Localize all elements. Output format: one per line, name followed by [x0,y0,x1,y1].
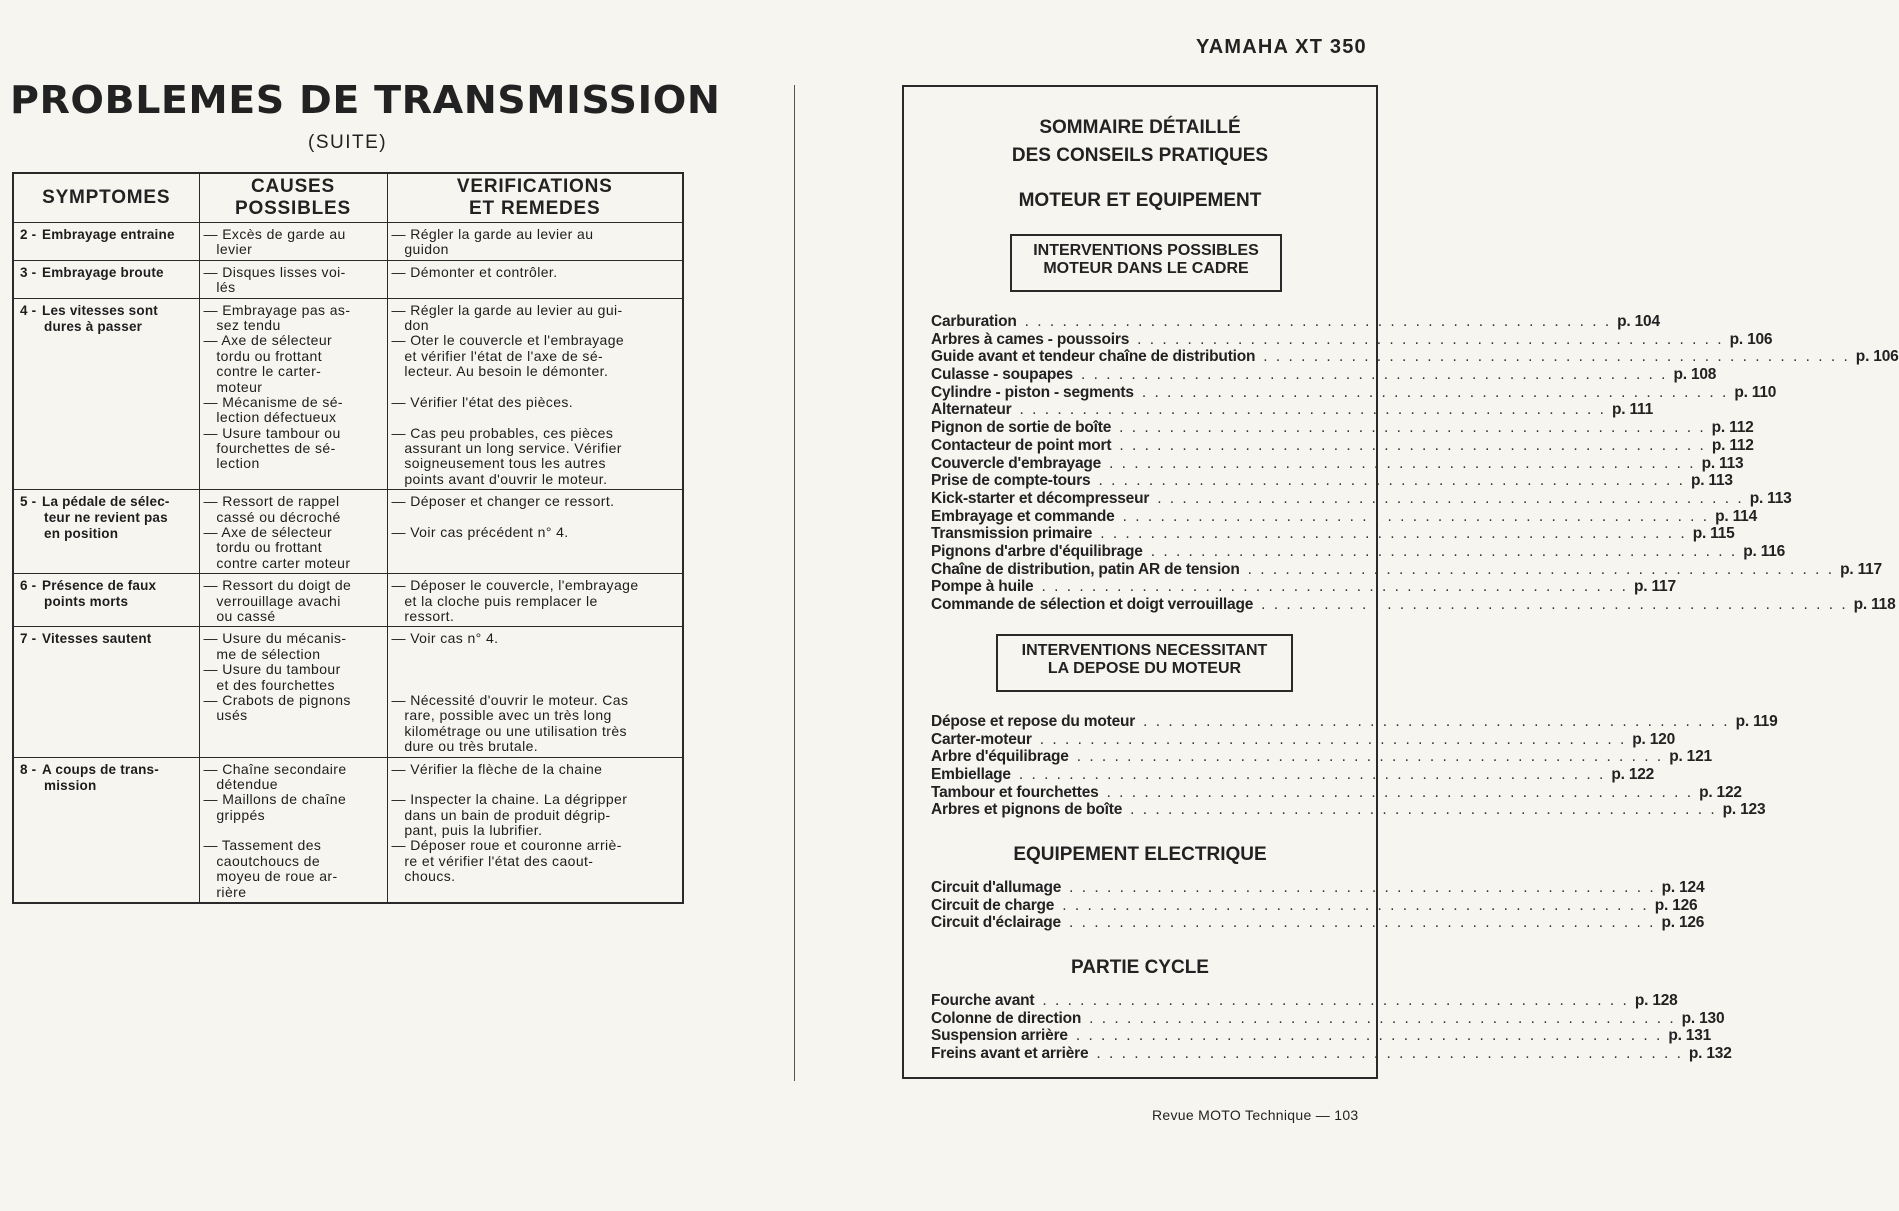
remedy-cell [387,490,683,574]
toc-entry-page: p. 117 [1840,560,1882,578]
cause-cell-line: — Tassement des [203,837,322,854]
symptom-text: mission [44,777,97,793]
toc-entry [931,313,1660,331]
box-line: MOTEUR DANS LE CADRE [1043,260,1249,277]
toc-entry-page: p. 106 [1855,348,1899,366]
toc-entry-title: Culasse - soupapes [931,366,1073,384]
toc-entry-title: Carter-moteur [931,730,1032,748]
toc-leader-dots: . . . . . . . . . . . . . . . . . . . . . . . . . . . . . . . . . . . . . . . . . . . . . . . [1261,596,1848,613]
remedy-cell-line: — Inspecter la chaine. La dégripper [391,791,628,808]
toc-entry-page: p. 118 [1853,596,1896,613]
toc-entry-page: p. 110 [1734,383,1777,401]
toc-leader-dots: . . . . . . . . . . . . . . . . . . . . . . . . . . . . . . . . . . . . . . . . . . . . . . . [1122,507,1710,525]
cause-cell-line: tordu ou frottant [203,539,323,556]
symptom-number: 8 - [20,761,37,777]
symptom-number: 3 - [20,264,37,280]
header-causes [199,173,387,223]
toc-entry-title: Suspension arrière [931,1027,1068,1045]
toc-entry-title: Colonne de direction [931,1009,1082,1027]
toc-entry [931,454,1744,473]
toc-entry-page: p. 106 [1729,330,1773,348]
toc-entry-title: Alternateur [931,401,1012,419]
toc-entry [931,1027,1712,1045]
remedy-cell-line: — Vérifier la flèche de la chaine [391,760,603,777]
remedy-cell-line [392,380,677,395]
remedy-cell-line: — Déposer le couvercle, l'embrayage [391,577,639,594]
page-divider [794,85,795,1081]
remedy-cell-line: rare, possible avec un très long [391,707,612,724]
toc-entry-page: p. 117 [1633,578,1676,596]
toc-entry-title: Carburation [931,313,1017,330]
remedy-cell-line [392,777,677,792]
symptom-text: A coups de trans- [42,761,159,777]
cause-cell-line: détendue [203,775,278,792]
cause-cell-line: — Usure tambour ou [203,424,341,441]
toc-entry-title: Cylindre - piston - segments [931,383,1134,401]
cause-cell-line: me de sélection [203,645,321,662]
cause-cell-line: lection [203,455,260,472]
toc-leader-dots: . . . . . . . . . . . . . . . . . . . . . . . . . . . . . . . . . . . . . . . . . . . . . . . [1098,472,1685,490]
table-body [13,223,683,904]
symptom-number: 7 - [20,631,37,647]
toc-entry-title: Embiellage [931,766,1011,784]
remedy-cell-line: — Voir cas n° 4. [391,630,499,647]
toc-entry [931,507,1757,526]
toc-leader-dots: . . . . . . . . . . . . . . . . . . . . . . . . . . . . . . . . . . . . . . . . . . . . . . . [1141,383,1729,401]
toc-leader-dots: . . . . . . . . . . . . . . . . . . . . . . . . . . . . . . . . . . . . . . . . . . . . . . . [1106,783,1694,801]
toc-entry [931,596,1896,614]
header-label: VERIFICATIONS ET REMEDES [456,176,613,219]
header-label: CAUSES POSSIBLES [235,176,351,219]
toc-list-cycle [931,992,1732,1063]
toc-entry-page: p. 126 [1654,896,1698,914]
remedy-cell-line: et vérifier l'état de l'axe de sé- [391,347,604,364]
running-head: YAMAHA XT 350 [1196,36,1367,58]
interventions-box-depose [996,634,1293,692]
toc-entry [931,766,1655,784]
table-row [13,757,683,903]
remedy-cell-line: — Oter le couvercle et l'embrayage [391,332,625,349]
toc-entry [931,436,1754,455]
cause-cell-line: et des fourchettes [203,676,335,693]
toc-leader-dots: . . . . . . . . . . . . . . . . . . . . . . . . . . . . . . . . . . . . . . . . . . . . . . . [1263,348,1850,366]
summary-heading-line: SOMMAIRE DÉTAILLÉ [1039,117,1241,138]
toc-entry [931,578,1676,596]
symptom-cell [13,574,199,627]
toc-leader-dots: . . . . . . . . . . . . . . . . . . . . . . . . . . . . . . . . . . . . . . . . . . . . . . . [1100,525,1687,543]
remedy-cell-line [392,410,677,425]
table-row [13,490,683,574]
toc-entry-title: Couvercle d'embrayage [931,454,1102,472]
table-row [13,298,683,490]
remedy-cell-line: — Vérifier l'état des pièces. [391,393,574,410]
cause-cell-line: — Axe de sélecteur [203,332,333,349]
toc-entry-page: p. 123 [1722,801,1766,819]
toc-entry-page: p. 121 [1669,748,1712,766]
remedy-cell [387,627,683,757]
cause-cell-line: moyeu de roue ar- [203,868,338,885]
section-heading-moteur: MOTEUR ET EQUIPEMENT [1018,190,1262,211]
symptom-number: 4 - [20,302,37,318]
symptom-cell [13,298,199,490]
cause-cell-line: — Crabots de pignons [203,691,351,708]
remedy-cell-line: don [391,316,429,333]
toc-entry [931,489,1792,508]
cause-cell-line: — Excès de garde au [203,226,346,242]
toc-entry [931,419,1754,437]
toc-leader-dots: . . . . . . . . . . . . . . . . . . . . . . . . . . . . . . . . . . . . . . . . . . . . . . . [1247,560,1835,578]
remedy-cell [387,223,683,261]
toc-entry-page: p. 104 [1617,313,1660,330]
toc-entry-title: Transmission primaire [931,525,1093,543]
toc-entry-title: Arbres à cames - poussoirs [931,330,1130,348]
remedy-cell-line: ressort. [391,607,455,624]
toc-entry-page: p. 130 [1681,1009,1725,1027]
toc-entry-page: p. 108 [1673,366,1717,384]
toc-entry [931,992,1678,1010]
symptom-text: Embrayage entraine [42,227,175,242]
cause-cell-line: verrouillage avachi [203,592,341,609]
toc-entry-page: p. 126 [1661,914,1705,932]
toc-leader-dots: . . . . . . . . . . . . . . . . . . . . . . . . . . . . . . . . . . . . . . . . . . . . . . . [1076,748,1664,766]
cause-cell-line: sez tendu [203,316,281,333]
toc-list-cadre [931,313,1899,614]
toc-entry [931,783,1742,802]
remedy-cell-line: kilométrage ou une utilisation très [391,722,627,739]
remedy-cell [387,574,683,627]
toc-leader-dots: . . . . . . . . . . . . . . . . . . . . . . . . . . . . . . . . . . . . . . . . . . . . . . . [1119,419,1706,437]
toc-entry [931,801,1766,819]
cause-cell-line: — Axe de sélecteur [203,524,333,541]
remedy-cell-line: guidon [391,241,449,258]
toc-entry-title: Pignons d'arbre d'équilibrage [931,542,1143,560]
symptom-text: en position [44,526,119,542]
toc-entry-title: Circuit de charge [931,896,1055,914]
toc-entry-page: p. 112 [1711,419,1754,437]
remedy-cell-line: — Déposer roue et couronne arriè- [391,837,622,854]
toc-entry-title: Fourche avant [931,992,1035,1009]
toc-entry [931,560,1882,579]
cause-cell-line [204,823,381,838]
toc-leader-dots: . . . . . . . . . . . . . . . . . . . . . . . . . . . . . . . . . . . . . . . . . . . . . . . [1096,1045,1683,1063]
toc-leader-dots: . . . . . . . . . . . . . . . . . . . . . . . . . . . . . . . . . . . . . . . . . . . . . . . [1024,313,1612,330]
cause-cell-line: — Usure du mécanis- [203,630,347,647]
cause-cell [199,490,387,574]
toc-leader-dots: . . . . . . . . . . . . . . . . . . . . . . . . . . . . . . . . . . . . . . . . . . . . . . . [1062,896,1649,914]
toc-entry-title: Commande de sélection et doigt verrouillage [931,596,1254,613]
cause-cell-line: rière [203,883,247,900]
toc-entry-title: Freins avant et arrière [931,1045,1089,1063]
toc-leader-dots: . . . . . . . . . . . . . . . . . . . . . . . . . . . . . . . . . . . . . . . . . . . . . . . [1018,766,1606,784]
toc-list-depose [931,713,1778,819]
box-line: INTERVENTIONS POSSIBLES [1033,242,1259,259]
toc-entry [931,730,1676,749]
toc-entry-title: Dépose et repose du moteur [931,713,1136,730]
cause-cell-line: lés [203,279,236,296]
remedy-cell [387,757,683,903]
symptom-cell [13,627,199,757]
toc-leader-dots: . . . . . . . . . . . . . . . . . . . . . . . . . . . . . . . . . . . . . . . . . . . . . . . [1068,914,1656,932]
toc-entry-page: p. 113 [1701,454,1744,472]
remedy-cell-line: re et vérifier l'état des caout- [391,852,594,869]
cause-cell-line: moteur [203,378,263,395]
toc-entry-title: Tambour et fourchettes [931,783,1099,801]
toc-leader-dots: . . . . . . . . . . . . . . . . . . . . . . . . . . . . . . . . . . . . . . . . . . . . . . . [1039,730,1627,748]
remedy-cell-line: — Nécessité d'ouvrir le moteur. Cas [391,691,629,708]
toc-entry [931,525,1735,543]
toc-entry [931,748,1712,766]
cause-cell-line: contre le carter- [203,363,322,380]
symptom-text: Les vitesses sont [42,302,158,318]
cause-cell [199,627,387,757]
toc-entry [931,383,1777,402]
toc-entry-title: Prise de compte-tours [931,472,1091,490]
section-heading-electrique: EQUIPEMENT ELECTRIQUE [1013,844,1267,865]
remedy-cell-line: points avant d'ouvrir le moteur. [391,470,608,487]
remedy-cell-line: soigneusement tous les autres [391,455,606,472]
cause-cell-line: — Usure du tambour [203,661,341,678]
toc-entry-title: Arbre d'équilibrage [931,748,1069,766]
toc-entry [931,1009,1725,1028]
cause-cell-line: cassé ou décroché [203,508,341,525]
toc-entry [931,542,1786,561]
toc-leader-dots: . . . . . . . . . . . . . . . . . . . . . . . . . . . . . . . . . . . . . . . . . . . . . . . [1042,992,1629,1009]
remedy-cell [387,298,683,490]
toc-entry-title: Chaîne de distribution, patin AR de tension [931,560,1240,578]
toc-entry-page: p. 120 [1632,730,1676,748]
symptom-cell [13,490,199,574]
symptom-cell [13,757,199,903]
toc-entry [931,348,1899,366]
remedy-cell-line: — Voir cas précédent n° 4. [391,524,569,541]
cause-cell-line: tordu ou frottant [203,347,323,364]
toc-entry-page: p. 122 [1699,783,1742,801]
cause-cell [199,260,387,298]
page-title: PROBLEMES DE TRANSMISSION [10,78,721,122]
cause-cell-line: — Maillons de chaîne [203,791,347,808]
summary-heading [904,114,1376,170]
toc-entry [931,1045,1732,1063]
toc-leader-dots: . . . . . . . . . . . . . . . . . . . . . . . . . . . . . . . . . . . . . . . . . . . . . . . [1157,489,1744,507]
table-row [13,223,683,261]
toc-entry-page: p. 119 [1735,713,1778,730]
cause-cell [199,574,387,627]
remedy-cell-line: assurant un long service. Vérifier [391,440,622,457]
symptom-text: Présence de faux [42,578,157,594]
toc-entry-title: Guide avant et tendeur chaîne de distribution [931,348,1256,366]
cause-cell-line: ou cassé [203,607,276,624]
toc-entry-title: Kick-starter et décompresseur [931,489,1150,507]
table-header-row [13,173,683,223]
symptom-cell [13,223,199,261]
toc-entry-title: Arbres et pignons de boîte [931,801,1123,819]
symptom-text: Vitesses sautent [42,631,152,647]
box-line: LA DEPOSE DU MOTEUR [1047,660,1242,677]
toc-entry-page: p. 124 [1661,879,1705,896]
symptom-text: La pédale de sélec- [42,494,170,510]
toc-entry [931,914,1705,932]
symptom-text: points morts [44,594,129,610]
symptom-text: Embrayage broute [42,264,164,280]
toc-entry [931,713,1778,731]
remedy-cell-line: et la cloche puis remplacer le [391,592,598,609]
summary-box [902,85,1899,1079]
remedy-cell-line: dans un bain de produit dégrip- [391,806,611,823]
toc-entry-page: p. 132 [1688,1045,1732,1063]
remedy-cell-line: — Régler la garde au levier au [391,226,594,242]
remedy-cell-line: dure ou très brutale. [391,738,539,755]
cause-cell-line: — Ressort du doigt de [203,577,352,594]
cause-cell-line: — Disques lisses voi- [203,263,346,280]
toc-leader-dots: . . . . . . . . . . . . . . . . . . . . . . . . . . . . . . . . . . . . . . . . . . . . . . . [1041,578,1628,596]
cause-cell-line: usés [203,707,248,724]
toc-entry-page: p. 114 [1715,507,1757,525]
toc-entry-title: Contacteur de point mort [931,436,1112,454]
cause-cell-line: grippés [203,806,266,823]
cause-cell-line: caoutchoucs de [203,852,321,869]
toc-list-electrique [931,879,1705,932]
page-subtitle: (SUITE) [308,132,388,153]
remedy-cell [387,260,683,298]
toc-leader-dots: . . . . . . . . . . . . . . . . . . . . . . . . . . . . . . . . . . . . . . . . . . . . . . . [1150,542,1738,560]
symptom-cell [13,260,199,298]
toc-entry-title: Pignon de sortie de boîte [931,419,1112,437]
cause-cell-line: levier [203,241,253,258]
toc-entry-page: p. 115 [1692,525,1735,543]
toc-entry-page: p. 122 [1611,766,1655,784]
toc-leader-dots: . . . . . . . . . . . . . . . . . . . . . . . . . . . . . . . . . . . . . . . . . . . . . . . [1075,1027,1663,1045]
remedy-cell-line [392,662,677,677]
cause-cell-line: fourchettes de sé- [203,440,336,457]
cause-cell-line: — Mécanisme de sé- [203,393,343,410]
toc-entry [931,879,1705,897]
cause-cell-line: — Chaîne secondaire [203,760,347,777]
toc-entry-page: p. 113 [1690,472,1733,490]
table-row [13,627,683,757]
toc-entry-title: Embrayage et commande [931,507,1115,525]
remedy-cell-line: pant, puis la lubrifier. [391,822,543,839]
toc-leader-dots: . . . . . . . . . . . . . . . . . . . . . . . . . . . . . . . . . . . . . . . . . . . . . . . [1089,1009,1676,1027]
toc-entry-title: Circuit d'éclairage [931,914,1061,932]
toc-entry-page: p. 116 [1743,542,1786,560]
remedy-cell-line: — Cas peu probables, ces pièces [391,424,614,441]
toc-entry [931,366,1717,384]
toc-leader-dots: . . . . . . . . . . . . . . . . . . . . . . . . . . . . . . . . . . . . . . . . . . . . . . . [1119,436,1706,454]
toc-entry [931,330,1773,349]
remedy-cell-line: — Déposer et changer ce ressort. [391,493,615,510]
summary-heading-line: DES CONSEILS PRATIQUES [1011,145,1269,166]
remedy-cell-line: — Démonter et contrôler. [391,263,558,280]
page-footer: Revue MOTO Technique — 103 [1152,1107,1359,1123]
toc-leader-dots: . . . . . . . . . . . . . . . . . . . . . . . . . . . . . . . . . . . . . . . . . . . . . . . [1069,879,1656,896]
cause-cell-line: — Embrayage pas as- [203,301,351,318]
toc-entry-page: p. 131 [1668,1027,1712,1045]
toc-entry [931,401,1654,419]
box-line: INTERVENTIONS NECESSITANT [1021,642,1268,659]
toc-entry-page: p. 128 [1634,992,1678,1009]
symptom-text: dures à passer [44,318,143,334]
toc-leader-dots: . . . . . . . . . . . . . . . . . . . . . . . . . . . . . . . . . . . . . . . . . . . . . . . [1109,454,1696,472]
toc-entry-title: Circuit d'allumage [931,879,1062,896]
remedy-cell-line: — Régler la garde au levier au gui- [391,301,623,318]
toc-leader-dots: . . . . . . . . . . . . . . . . . . . . . . . . . . . . . . . . . . . . . . . . . . . . . . . [1143,713,1730,730]
cause-cell-line: — Ressort de rappel [203,493,340,510]
toc-entry-page: p. 112 [1711,436,1754,454]
toc-entry-page: p. 111 [1611,401,1654,419]
remedy-cell-line: lecteur. Au besoin le démonter. [391,363,609,380]
table-row [13,574,683,627]
cause-cell [199,298,387,490]
header-label: SYMPTOMES [42,187,171,208]
section-heading-cycle: PARTIE CYCLE [1071,957,1209,978]
cause-cell [199,757,387,903]
remedy-cell-line: choucs. [391,868,456,885]
table-row [13,260,683,298]
symptom-text: teur ne revient pas [44,510,168,526]
toc-leader-dots: . . . . . . . . . . . . . . . . . . . . . . . . . . . . . . . . . . . . . . . . . . . . . . . [1137,330,1724,348]
cause-cell-line: contre carter moteur [203,554,351,571]
remedy-cell-line [392,647,677,662]
symptom-number: 5 - [20,494,37,510]
header-symptomes [13,173,199,223]
toc-entry [931,472,1733,490]
toc-leader-dots: . . . . . . . . . . . . . . . . . . . . . . . . . . . . . . . . . . . . . . . . . . . . . . . [1080,366,1668,384]
cause-cell [199,223,387,261]
header-verifications [387,173,683,223]
toc-entry [931,896,1698,915]
toc-entry-title: Pompe à huile [931,578,1034,596]
toc-entry-page: p. 113 [1749,489,1792,507]
toc-leader-dots: . . . . . . . . . . . . . . . . . . . . . . . . . . . . . . . . . . . . . . . . . . . . . . . [1019,401,1606,419]
remedy-cell-line [392,678,677,693]
troubleshooting-table [12,172,684,904]
toc-leader-dots: . . . . . . . . . . . . . . . . . . . . . . . . . . . . . . . . . . . . . . . . . . . . . . . [1130,801,1717,819]
remedy-cell-line [392,510,677,525]
symptom-number: 6 - [20,578,37,594]
symptom-number: 2 - [20,227,37,242]
cause-cell-line [204,739,381,754]
cause-cell-line [204,724,381,739]
interventions-box-cadre [1010,234,1282,292]
cause-cell-line: lection défectueux [203,409,337,426]
